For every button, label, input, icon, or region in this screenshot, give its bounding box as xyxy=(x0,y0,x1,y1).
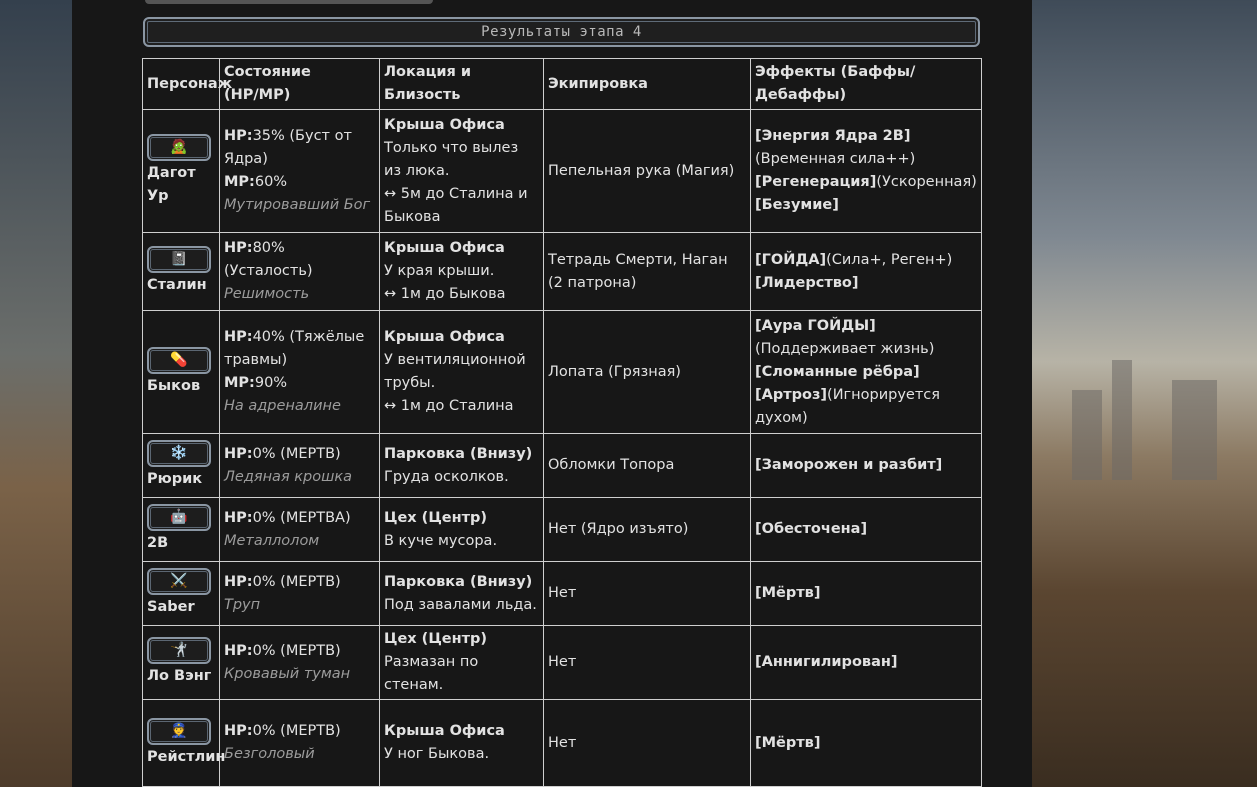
effect-item xyxy=(755,518,977,541)
location-detail: ↔ 1м до Сталина xyxy=(384,398,514,414)
equipment-text: Тетрадь Смерти, Наган (2 патрона) xyxy=(548,251,728,291)
cell-location xyxy=(380,498,544,562)
equipment-text: Пепельная рука (Магия) xyxy=(548,162,735,179)
table-row xyxy=(143,233,982,311)
effect-tag: [Мёртв] xyxy=(755,585,821,601)
hp-value: 0% (МЕРТВ) xyxy=(252,642,341,659)
header-effects: Эффекты (Баффы/Дебаффы) xyxy=(751,59,982,110)
cell-equipment xyxy=(544,498,751,562)
hp-value: 0% (МЕРТВ) xyxy=(252,445,341,462)
location-detail: Под завалами льда. xyxy=(384,596,537,613)
header-equipment: Экипировка xyxy=(544,59,751,110)
effect-item xyxy=(755,315,977,361)
effect-item xyxy=(755,249,977,272)
state-note: Металлолом xyxy=(224,532,320,549)
notebook-character-button[interactable] xyxy=(147,246,211,273)
hp-value: 40% (Тяжёлые травмы) xyxy=(224,329,365,368)
cell-equipment xyxy=(544,626,751,700)
hp-label: HP: xyxy=(224,573,253,590)
hp-value: 35% (Буст от Ядра) xyxy=(224,128,352,167)
header-character: Персонаж xyxy=(143,59,220,110)
table-row xyxy=(143,110,982,233)
cell-location xyxy=(380,311,544,434)
effect-item xyxy=(755,171,977,194)
hp-value: 80% (Усталость) xyxy=(224,240,313,279)
effect-tag: [Аннигилирован] xyxy=(755,654,898,670)
effect-item xyxy=(755,361,977,384)
effect-tag: [Обесточена] xyxy=(755,521,868,537)
hp-label: HP: xyxy=(224,128,253,144)
background-right xyxy=(1032,0,1257,787)
equipment-text: Нет xyxy=(548,654,577,670)
cell-character xyxy=(143,311,220,434)
background-rock xyxy=(1112,360,1132,480)
background-rock xyxy=(1072,390,1102,480)
location-name: Парковка (Внизу) xyxy=(384,445,533,462)
effect-tag: [ГОЙДА] xyxy=(755,251,827,268)
notebook-icon: 📓 xyxy=(170,251,188,267)
cell-effects xyxy=(751,110,982,233)
mp-label: MP: xyxy=(224,174,255,190)
robot-character-button[interactable] xyxy=(147,504,211,531)
character-name: Дагот Ур xyxy=(147,165,196,204)
cell-effects xyxy=(751,562,982,626)
effect-item xyxy=(755,651,977,674)
location-detail: ↔ 5м до Сталина и Быкова xyxy=(384,185,528,225)
effect-note: (Сила+, Реген+) xyxy=(826,251,953,268)
cell-character xyxy=(143,626,220,700)
hp-label: HP: xyxy=(224,445,253,462)
effect-item xyxy=(755,732,977,755)
cell-state xyxy=(220,700,380,787)
header-location: Локация и Близость xyxy=(380,59,544,110)
cell-effects xyxy=(751,233,982,311)
cell-state xyxy=(220,311,380,434)
effect-note: (Временная сила++) xyxy=(755,151,916,167)
effect-tag: [Лидерство] xyxy=(755,274,859,291)
effect-item xyxy=(755,454,977,477)
location-detail: Размазан по стенам. xyxy=(384,654,479,693)
hp-value: 0% (МЕРТВА) xyxy=(252,509,351,526)
hp-label: HP: xyxy=(224,509,253,526)
cell-location xyxy=(380,626,544,700)
pill-character-button[interactable] xyxy=(147,347,211,374)
cell-location xyxy=(380,110,544,233)
cell-equipment xyxy=(544,434,751,498)
cell-location xyxy=(380,700,544,787)
state-note: Безголовый xyxy=(224,746,315,762)
effect-tag: [Регенерация] xyxy=(755,174,877,190)
cell-state xyxy=(220,110,380,233)
cell-state xyxy=(220,626,380,700)
cell-effects xyxy=(751,434,982,498)
location-detail: Груда осколков. xyxy=(384,468,509,485)
snowflake-character-button[interactable] xyxy=(147,440,211,467)
cell-character xyxy=(143,434,220,498)
zombie-character-button[interactable] xyxy=(147,134,211,161)
effect-note: (Поддерживает жизнь) xyxy=(755,340,935,357)
robot-icon: 🤖 xyxy=(170,509,188,525)
state-note: На адреналине xyxy=(224,398,341,414)
location-name: Крыша Офиса xyxy=(384,723,505,739)
effect-tag: [Мёртв] xyxy=(755,734,821,751)
equipment-text: Нет xyxy=(548,585,577,601)
equipment-text: Нет (Ядро изъято) xyxy=(548,521,689,537)
cell-state xyxy=(220,434,380,498)
fencer-icon: 🤺 xyxy=(170,642,188,658)
snowflake-icon: ❄️ xyxy=(170,445,188,461)
effect-item xyxy=(755,384,977,430)
cell-state xyxy=(220,233,380,311)
scroll-indicator[interactable] xyxy=(145,0,433,4)
cell-location xyxy=(380,434,544,498)
crossed-swords-icon: ⚔️ xyxy=(170,573,188,589)
cell-effects xyxy=(751,498,982,562)
cell-equipment xyxy=(544,562,751,626)
zombie-icon: 🧟 xyxy=(170,139,188,155)
effect-tag: [Заморожен и разбит] xyxy=(755,457,943,473)
officer-character-button[interactable] xyxy=(147,718,211,745)
location-name: Парковка (Внизу) xyxy=(384,573,533,590)
location-name: Цех (Центр) xyxy=(384,509,488,526)
character-name: Saber xyxy=(147,599,195,615)
state-note: Мутировавший Бог xyxy=(224,197,371,213)
location-detail: ↔ 1м до Быкова xyxy=(384,286,506,302)
cell-location xyxy=(380,233,544,311)
table-row xyxy=(143,434,982,498)
cell-state xyxy=(220,562,380,626)
location-detail: Только что вылез из люка. xyxy=(384,139,519,179)
background-rock xyxy=(1172,380,1217,480)
location-detail: У ног Быкова. xyxy=(384,746,490,762)
location-name: Крыша Офиса xyxy=(384,329,505,345)
location-name: Крыша Офиса xyxy=(384,240,505,256)
cell-character xyxy=(143,498,220,562)
cell-effects xyxy=(751,626,982,700)
state-note: Ледяная крошка xyxy=(224,468,353,485)
hp-label: HP: xyxy=(224,240,253,256)
table-header-row xyxy=(143,59,982,110)
results-table xyxy=(142,58,982,787)
character-name: Ло Вэнг xyxy=(147,668,212,684)
cell-equipment xyxy=(544,233,751,311)
state-note: Решимость xyxy=(224,286,310,302)
location-name: Крыша Офиса xyxy=(384,116,505,133)
hp-label: HP: xyxy=(224,329,253,345)
cell-location xyxy=(380,562,544,626)
location-detail: У края крыши. xyxy=(384,263,495,279)
equipment-text: Обломки Топора xyxy=(548,457,675,473)
stage-title: Результаты этапа 4 xyxy=(143,17,980,47)
character-name: Сталин xyxy=(147,277,207,293)
effect-tag: [Энергия Ядра 2В] xyxy=(755,128,911,144)
hp-label: HP: xyxy=(224,723,253,739)
character-name: Быков xyxy=(147,377,201,394)
background-left xyxy=(0,0,72,787)
cell-equipment xyxy=(544,110,751,233)
state-note: Труп xyxy=(224,596,261,613)
location-name: Цех (Центр) xyxy=(384,631,488,647)
header-state: Состояние (HP/MP) xyxy=(220,59,380,110)
officer-icon: 👮 xyxy=(170,722,188,739)
cell-effects xyxy=(751,700,982,787)
cell-character xyxy=(143,562,220,626)
effect-item xyxy=(755,194,977,217)
cell-effects xyxy=(751,311,982,434)
cell-character xyxy=(143,233,220,311)
state-note: Кровавый туман xyxy=(224,665,351,682)
equipment-text: Лопата (Грязная) xyxy=(548,363,681,380)
table-row xyxy=(143,700,982,787)
cell-character xyxy=(143,700,226,787)
pill-icon: 💊 xyxy=(170,351,188,368)
cell-equipment xyxy=(544,311,751,434)
effect-item xyxy=(755,582,977,605)
equipment-text: Нет xyxy=(548,734,577,751)
effect-note: (Ускоренная) xyxy=(876,174,977,190)
cell-state xyxy=(220,498,380,562)
hp-value: 0% (МЕРТВ) xyxy=(252,723,341,739)
location-detail: В куче мусора. xyxy=(384,532,498,549)
hp-value: 0% (МЕРТВ) xyxy=(252,573,341,590)
fencer-character-button[interactable] xyxy=(147,637,211,664)
table-row xyxy=(143,311,982,434)
character-name: Рейстлин xyxy=(147,748,226,765)
table-row xyxy=(143,562,982,626)
mp-value: 90% xyxy=(254,375,288,391)
character-name: 2B xyxy=(147,535,169,551)
character-name: Рюрик xyxy=(147,471,203,487)
hp-label: HP: xyxy=(224,642,253,659)
effect-note: (Игнорируется духом) xyxy=(755,386,940,426)
cell-character xyxy=(143,110,220,233)
effect-tag: [Аура ГОЙДЫ] xyxy=(755,317,876,334)
location-detail: У вентиляционной трубы. xyxy=(384,352,526,391)
effect-tag: [Безумие] xyxy=(755,197,839,213)
crossed-swords-character-button[interactable] xyxy=(147,568,211,595)
table-row xyxy=(143,626,982,700)
effect-tag: [Артроз] xyxy=(755,386,828,403)
cell-equipment xyxy=(544,700,751,787)
mp-label: MP: xyxy=(224,375,255,391)
effect-item xyxy=(755,125,977,171)
mp-value: 60% xyxy=(254,174,288,190)
effect-tag: [Сломанные рёбра] xyxy=(755,363,920,380)
effect-item xyxy=(755,272,977,295)
table-row xyxy=(143,498,982,562)
